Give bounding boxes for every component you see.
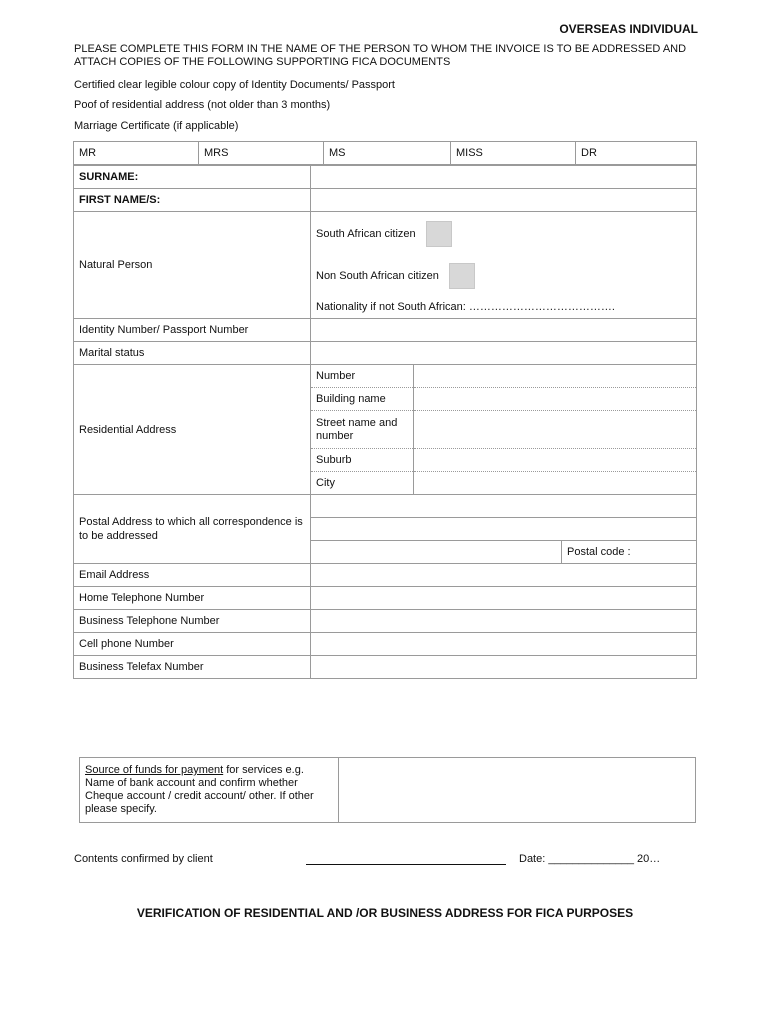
business-tel-field[interactable] [311,610,697,633]
address-street-field[interactable] [414,411,697,449]
address-suburb-label: Suburb [311,449,414,472]
residential-address-label: Residential Address [74,365,311,495]
confirmed-by-client-label: Contents confirmed by client [74,853,213,865]
requirement-proof-address: Poof of residential address (not older than 3 months) [74,99,331,111]
sa-citizen-checkbox[interactable] [426,221,452,247]
non-sa-citizen-label: Non South African citizen [316,270,439,282]
source-of-funds-label [80,758,339,823]
address-suburb-field[interactable] [414,449,697,472]
email-field[interactable] [311,564,697,587]
source-of-funds-description: for services e.g. Name of bank account and confirm whether Cheque account / credit account/ other. If other please specify. [85,764,314,815]
title-mr[interactable]: MR [74,142,199,165]
address-building-label: Building name [311,388,414,411]
home-tel-field[interactable] [311,587,697,610]
address-number-field[interactable] [414,365,697,388]
title-mrs[interactable]: MRS [199,142,324,165]
address-city-label: City [311,472,414,495]
postal-address-lines [311,495,696,563]
form-type-heading: OVERSEAS INDIVIDUAL [559,22,698,36]
address-street-label: Street name and number [311,411,414,449]
id-number-label: Identity Number/ Passport Number [74,319,311,342]
title-miss[interactable]: MISS [451,142,576,165]
personal-details-table [73,165,697,679]
cell-label: Cell phone Number [74,633,311,656]
title-dr[interactable]: DR [576,142,697,165]
verification-heading: VERIFICATION OF RESIDENTIAL AND /OR BUSINESS ADDRESS FOR FICA PURPOSES [136,906,634,920]
non-sa-citizen-checkbox[interactable] [449,263,475,289]
requirement-marriage-cert: Marriage Certificate (if applicable) [74,120,239,132]
cell-field[interactable] [311,633,697,656]
marital-status-field[interactable] [311,342,697,365]
postal-line-2[interactable] [311,518,696,541]
surname-field[interactable] [311,166,697,189]
telefax-label: Business Telefax Number [74,656,311,679]
marital-status-label: Marital status [74,342,311,365]
postal-code-label[interactable]: Postal code : [567,546,631,558]
surname-label: SURNAME: [74,166,311,189]
email-label: Email Address [74,564,311,587]
postal-address-label: Postal Address to which all correspondence is to be addressed [74,495,311,564]
source-of-funds-field[interactable] [339,758,696,823]
residential-address-parts [311,365,696,494]
address-number-label: Number [311,365,414,388]
first-names-field[interactable] [311,189,697,212]
title-ms[interactable]: MS [324,142,451,165]
requirement-id-docs: Certified clear legible colour copy of Identity Documents/ Passport [74,79,395,91]
client-signature-line[interactable] [306,864,506,865]
date-field[interactable]: Date: ______________ 20… [519,853,661,865]
address-building-field[interactable] [414,388,697,411]
nationality-field[interactable]: Nationality if not South African: …………………………………. [316,301,615,313]
natural-person-label: Natural Person [74,212,311,319]
postal-line-3[interactable] [311,541,562,563]
source-of-funds-heading: Source of funds for payment [85,764,224,776]
source-of-funds-table [79,757,696,823]
id-number-field[interactable] [311,319,697,342]
sa-citizen-label: South African citizen [316,228,416,240]
first-names-label: FIRST NAME/S: [74,189,311,212]
title-options [73,141,697,165]
home-tel-label: Home Telephone Number [74,587,311,610]
address-city-field[interactable] [414,472,697,495]
business-tel-label: Business Telephone Number [74,610,311,633]
telefax-field[interactable] [311,656,697,679]
instruction-text: PLEASE COMPLETE THIS FORM IN THE NAME OF THE PERSON TO WHOM THE INVOICE IS TO BE ADDRESSED AND ATTACH COPIES OF THE FOLLOWING SUPPORTING FICA DOCUMENTS [74,43,687,68]
postal-line-1[interactable] [311,495,696,518]
